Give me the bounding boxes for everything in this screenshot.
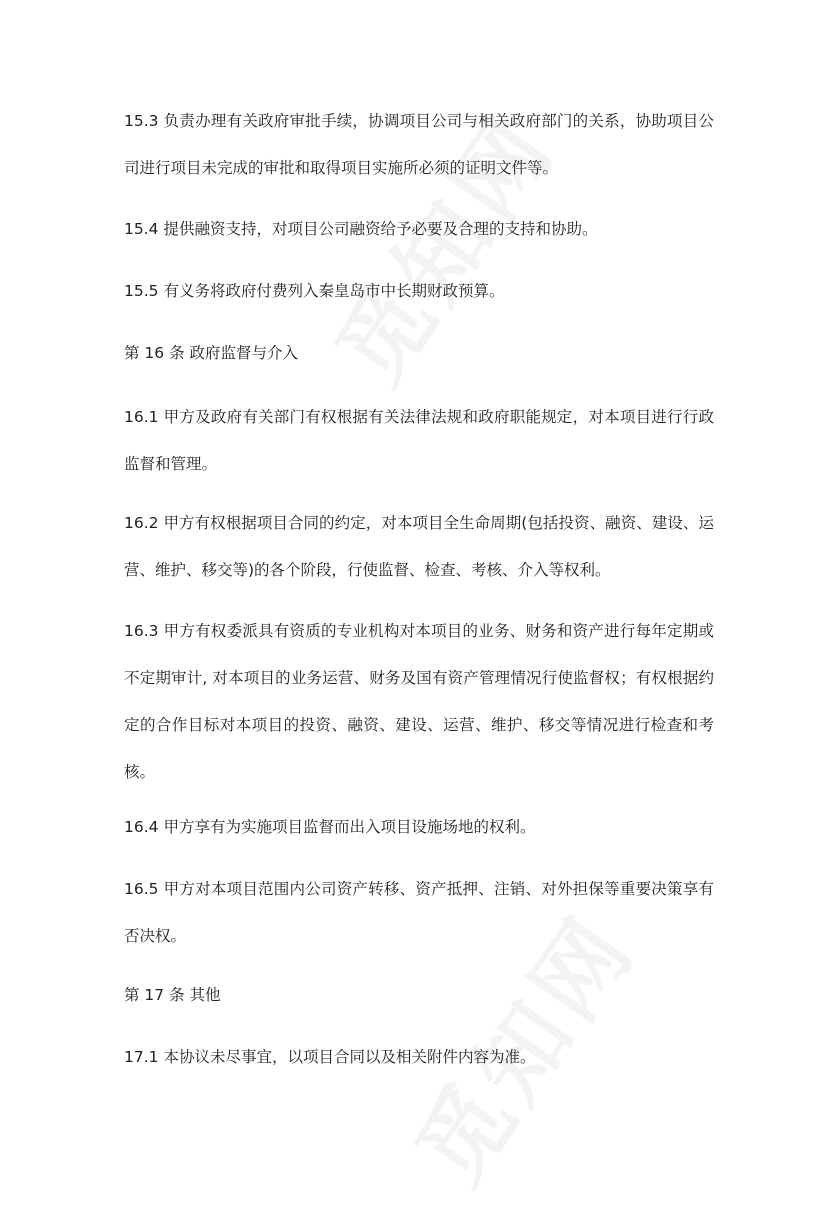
clause-15-5: 15.5 有义务将政府付费列入秦皇岛市中长期财政预算。 xyxy=(124,282,505,300)
article-17-heading: 第 17 条 其他 xyxy=(124,986,221,1004)
clause-15-4: 15.4 提供融资支持，对项目公司融资给予必要及合理的支持和协助。 xyxy=(124,220,598,238)
clause-16-1: 16.1 甲方及政府有关部门有权根据有关法律法规和政府职能规定，对本项目进行行政监督和管理。 xyxy=(124,408,714,473)
clause-16-3: 16.3 甲方有权委派具有资质的专业机构对本项目的业务、财务和资产进行每年定期或不定期审计, 对本项目的业务运营、财务及国有资产管理情况行使监督权；有权根据约定的合作目标对本项目的投资、融资、建设、运营、维护、移交等情况进行检查和考核。 xyxy=(124,622,714,781)
clause-16-2: 16.2 甲方有权根据项目合同的约定，对本项目全生命周期(包括投资、融资、建设、运营、维护、移交等)的各个阶段，行使监督、检查、考核、介入等权利。 xyxy=(124,514,714,579)
clause-16-4: 16.4 甲方享有为实施项目监督而出入项目设施场地的权利。 xyxy=(124,818,536,836)
clause-16-5: 16.5 甲方对本项目范围内公司资产转移、资产抵押、注销、对外担保等重要决策享有否决权。 xyxy=(124,880,714,945)
clause-17-1: 17.1 本协议未尽事宜，以项目合同以及相关附件内容为准。 xyxy=(124,1048,536,1066)
article-16-heading: 第 16 条 政府监督与介入 xyxy=(124,344,299,362)
clause-15-3: 15.3 负责办理有关政府审批手续，协调项目公司与相关政府部门的关系，协助项目公司进行项目未完成的审批和取得项目实施所必须的证明文件等。 xyxy=(124,112,714,177)
